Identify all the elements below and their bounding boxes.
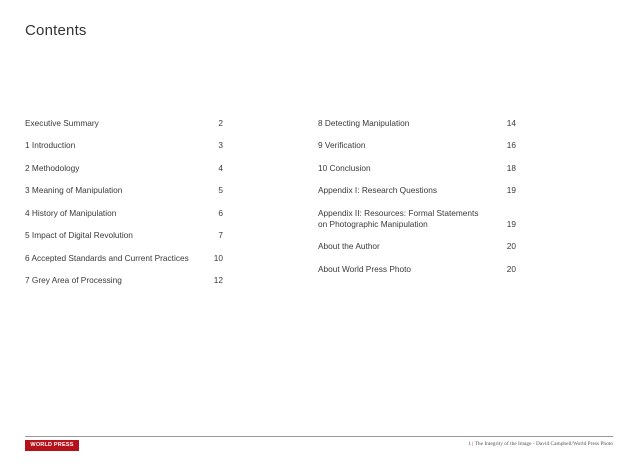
toc-entry[interactable] [25, 140, 223, 151]
toc-entry-page: 3 [218, 140, 223, 150]
toc-entry-page: 7 [218, 230, 223, 240]
toc-entry[interactable] [318, 241, 516, 252]
toc-entry-label: 3 Meaning of Manipulation [25, 185, 123, 195]
toc-entry-page: 12 [213, 275, 223, 285]
toc-entry-page: 19 [506, 185, 516, 195]
toc-entry[interactable] [25, 253, 223, 264]
toc-entry-page: 19 [506, 219, 516, 229]
toc-entry-label: About World Press Photo [318, 264, 412, 274]
toc-entry-label: 9 Verification [318, 140, 366, 150]
toc-entry-page: 20 [506, 264, 516, 274]
toc-entry-page: 10 [213, 253, 223, 263]
toc-entry-page: 6 [218, 208, 223, 218]
toc-entry[interactable] [25, 163, 223, 174]
toc-entry[interactable] [25, 118, 223, 129]
toc-entry[interactable] [318, 185, 516, 196]
toc-entry-label: Appendix I: Research Questions [318, 185, 437, 195]
toc-entry[interactable] [318, 264, 516, 275]
footer-page-number: 1 [468, 441, 471, 447]
footer-separator: | [472, 441, 474, 447]
toc-entry-page: 14 [506, 118, 516, 128]
toc-entry-label: 2 Methodology [25, 163, 80, 173]
toc-entry-label: Appendix II: Resources: Formal Statements on Photographic Manipulation [318, 208, 479, 229]
toc-entry[interactable] [25, 208, 223, 219]
footer-divider [25, 436, 613, 437]
toc-entry[interactable] [318, 163, 516, 174]
toc-entry-label: 1 Introduction [25, 140, 76, 150]
toc-entry[interactable] [318, 118, 516, 129]
toc-entry-page: 20 [506, 241, 516, 251]
toc-entry-page: 16 [506, 140, 516, 150]
world-press-photo-logo: WORLD PRESS PHOTO [25, 440, 79, 451]
toc-entry-page: 5 [218, 185, 223, 195]
footer-document-title: The Integrity of the Image - David Campbell/World Press Photo [474, 441, 613, 447]
toc-entry-label: 5 Impact of Digital Revolution [25, 230, 133, 240]
toc-entry-label: 6 Accepted Standards and Current Practices [25, 253, 189, 263]
toc-entry[interactable] [318, 208, 516, 230]
toc-entry[interactable] [25, 275, 223, 286]
toc-entry-label: About the Author [318, 241, 380, 251]
toc-entry-page: 18 [506, 163, 516, 173]
footer-running-title [468, 441, 613, 447]
toc-entry-label: 10 Conclusion [318, 163, 371, 173]
toc-entry[interactable] [318, 140, 516, 151]
toc-entry-page: 2 [218, 118, 223, 128]
toc-entry-label: 4 History of Manipulation [25, 208, 117, 218]
toc-entry-label: 7 Grey Area of Processing [25, 275, 122, 285]
toc-entry[interactable] [25, 185, 223, 196]
page-title: Contents [25, 22, 87, 39]
toc-entry-page: 4 [218, 163, 223, 173]
toc-entry[interactable] [25, 230, 223, 241]
toc-entry-label: Executive Summary [25, 118, 99, 128]
toc-entry-label: 8 Detecting Manipulation [318, 118, 410, 128]
